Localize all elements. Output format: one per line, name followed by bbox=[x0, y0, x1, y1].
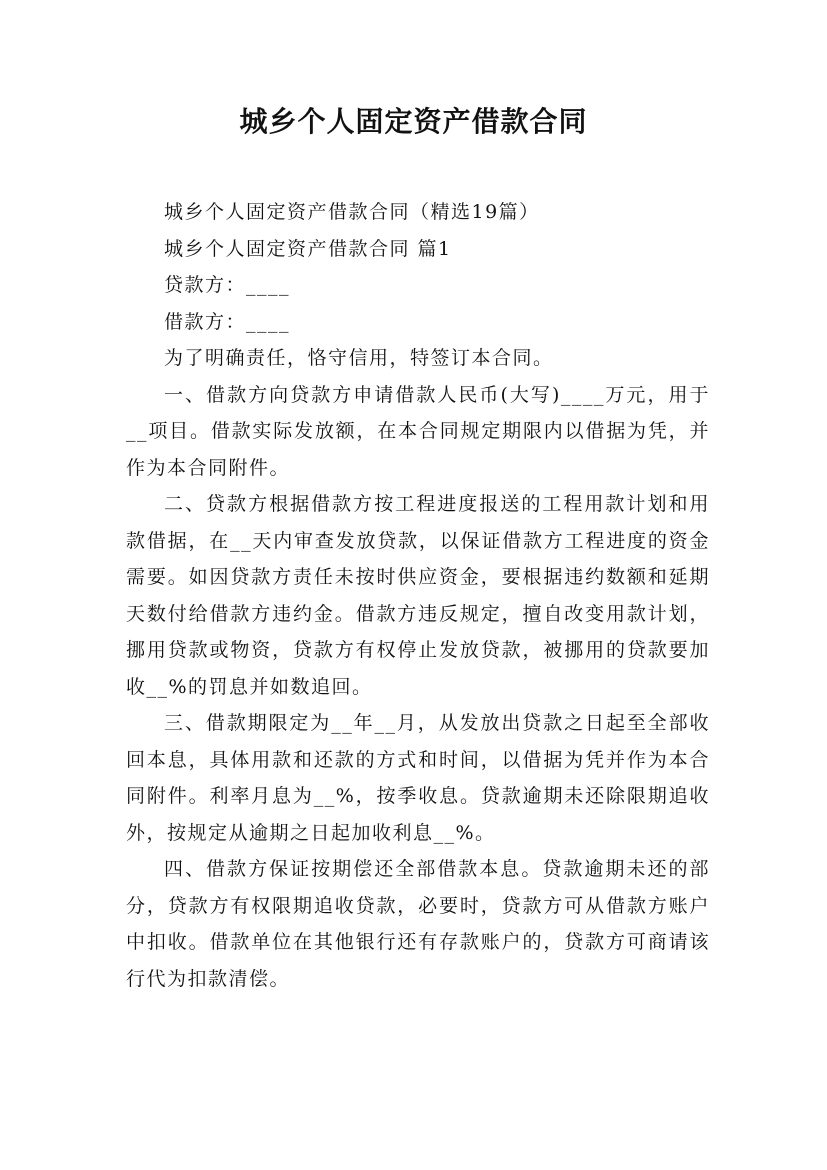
paragraph-clause-1: 一、借款方向贷款方申请借款人民币(大写)____万元，用于__项目。借款实际发放额，在本合同规定期限内以借据为凭，并作为本合同附件。 bbox=[126, 383, 710, 479]
paragraph-clause-2: 二、贷款方根据借款方按工程进度报送的工程用款计划和用款借据，在__天内审查发放贷款，以保证借款方工程进度的资金需要。如因贷款方责任未按时供应资金，要根据违约数额和延期天数付给借款方违约金。借款方违反规定，擅自改变用款计划，挪用贷款或物资，贷款方有权停止发放贷款，被挪用的贷款要加收__%的罚息并如数追回。 bbox=[126, 493, 710, 698]
paragraph-subheading: 城乡个人固定资产借款合同 篇1 bbox=[164, 237, 452, 260]
paragraph-lender: 贷款方：____ bbox=[164, 274, 291, 296]
document-body bbox=[126, 194, 710, 997]
paragraph-heading: 城乡个人固定资产借款合同（精选19篇） bbox=[164, 201, 540, 223]
paragraph-borrower: 借款方：____ bbox=[164, 310, 291, 333]
paragraph-purpose: 为了明确责任，恪守信用，特签订本合同。 bbox=[164, 347, 554, 369]
paragraph-clause-4: 四、借款方保证按期偿还全部借款本息。贷款逾期未还的部分，贷款方有权限期追收贷款，必要时，贷款方可从借款方账户中扣收。借款单位在其他银行还有存款账户的，贷款方可商请该行代为扣款清偿。 bbox=[126, 858, 710, 990]
paragraph-clause-3: 三、借款期限定为__年__月，从发放出贷款之日起至全部收回本息，具体用款和还款的方式和时间，以借据为凭并作为本合同附件。利率月息为__%，按季收息。贷款逾期未还除限期追收外，按规定从逾期之日起加收利息__%。 bbox=[126, 712, 710, 844]
document-title: 城乡个人固定资产借款合同 bbox=[239, 105, 588, 138]
